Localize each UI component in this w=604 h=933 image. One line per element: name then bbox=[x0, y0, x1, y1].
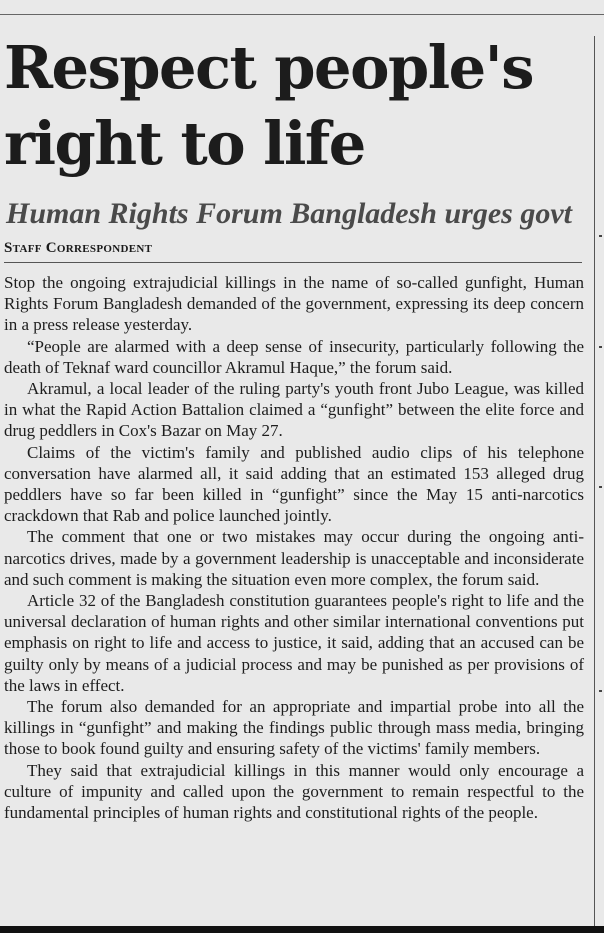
column-rule bbox=[594, 36, 595, 926]
paragraph: The comment that one or two mistakes may occur during the ongoing anti-narcotics drives, made by a government leadership is unacceptable and inconsiderate and such comment is making the situation even more complex, the forum said. bbox=[4, 527, 584, 589]
edge-mark bbox=[599, 690, 602, 692]
edge-mark bbox=[599, 486, 602, 488]
news-article bbox=[4, 30, 584, 823]
bottom-edge-band bbox=[0, 926, 604, 933]
byline-divider bbox=[4, 262, 582, 263]
top-rule bbox=[0, 14, 604, 15]
edge-mark bbox=[599, 235, 602, 237]
byline: Staff Correspondent bbox=[4, 240, 153, 256]
paragraph: Akramul, a local leader of the ruling party's youth front Jubo League, was killed in what the Rapid Action Battalion claimed a “gunfight” between the elite force and drug peddlers in Cox's Bazar on May 27. bbox=[4, 379, 584, 441]
paragraph: Article 32 of the Bangladesh constitution guarantees people's right to life and the universal declaration of human rights and other similar international conventions put emphasis on right to life and access to justice, it said, adding that an accused can be guilty only by means of a judicial process and may be punished as per provisions of the laws in effect. bbox=[4, 591, 584, 695]
article-body bbox=[4, 272, 584, 823]
subheadline: Human Rights Forum Bangladesh urges govt bbox=[6, 197, 572, 230]
headline: Respect people's right to life bbox=[4, 33, 533, 178]
paragraph: They said that extrajudicial killings in this manner would only encourage a culture of impunity and called upon the government to remain respectful to the fundamental principles of human rights and constitutional rights of the people. bbox=[4, 760, 584, 823]
paragraph: Stop the ongoing extrajudicial killings in the name of so-called gunfight, Human Rights Forum Bangladesh demanded of the government, expressing its deep concern in a press release yesterday. bbox=[4, 273, 584, 335]
paragraph: “People are alarmed with a deep sense of insecurity, particularly following the death of Teknaf ward councillor Akramul Haque,” the forum said. bbox=[4, 336, 584, 377]
paragraph: The forum also demanded for an appropriate and impartial probe into all the killings in “gunfight” and making the findings public through mass media, bringing those to book found guilty and ensuring safety of the victims' family members. bbox=[4, 697, 584, 759]
paragraph: Claims of the victim's family and published audio clips of his telephone conversation have alarmed all, it said adding that an estimated 153 alleged drug peddlers have so far been killed in “gunfight” since the May 15 anti-narcotics crackdown that Rab and police launched jointly. bbox=[4, 442, 584, 526]
edge-mark bbox=[599, 346, 602, 348]
